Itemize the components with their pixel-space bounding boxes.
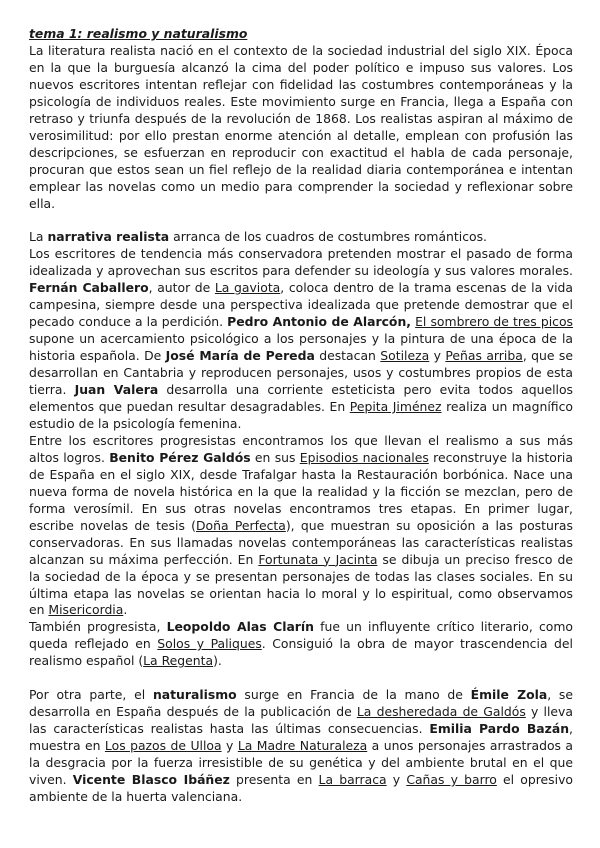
author-valera: Juan Valera [74, 382, 159, 398]
text-run: Entre los escritores progresistas encontramos los que llevan el realismo a sus más altos logros. [29, 432, 573, 465]
author-alarcon: Pedro Antonio de Alarcón, [227, 314, 411, 330]
work-penas-arriba: Peñas arriba [445, 348, 523, 364]
naturalismo-paragraph [29, 687, 573, 806]
text-run: , que se desarrollan en Cantabria y reproducen personajes, usos y costumbres propios de esta tierra. [29, 348, 573, 398]
text-run: presenta en [229, 772, 319, 788]
text-run: La [29, 229, 48, 245]
document-page [29, 26, 573, 806]
work-la-madre-naturaleza: La Madre Naturaleza [237, 738, 368, 754]
text-run: y [386, 772, 407, 788]
document-title: tema 1: realismo y naturalismo [29, 26, 248, 41]
text-run: , muestra en [29, 721, 573, 754]
work-solos-y-paliques: Solos y Paliques [157, 636, 262, 652]
work-la-barraca: La barraca [318, 772, 387, 788]
text-run: surge en Francia de la mano de [236, 687, 471, 703]
progressive-writers-paragraph [29, 433, 573, 619]
work-la-regenta: La Regenta [143, 653, 214, 669]
work-pepita-jimenez: Pepita Jiménez [349, 399, 442, 415]
text-run: , autor de [148, 280, 215, 296]
text-run: . [123, 602, 128, 618]
author-galdos: Benito Pérez Galdós [109, 449, 251, 465]
text-run: desarrolla una corriente esteticista pero evita todos aquellos elementos que puedan resultar desagradables. En [29, 382, 574, 415]
work-misericordia: Misericordia [48, 602, 124, 618]
clarin-paragraph [29, 619, 573, 670]
text-run: Los escritores de tendencia más conservadora pretenden mostrar el pasado de forma idealizada y aprovechan sus escritos para defender su ideología y sus valores morales. [29, 246, 573, 279]
author-pereda: José María de Pereda [165, 348, 315, 364]
author-clarin: Leopoldo Alas Clarín [166, 619, 314, 635]
work-sotileza: Sotileza [380, 348, 430, 364]
text-run: , se desarrolla en España después de la publicación de [29, 687, 573, 720]
text-run: reconstruye la historia de España en el siglo XIX, desde Trafalgar hasta la Restauración borbónica. Nace una nueva forma de novela histórica en la que la realidad y la ficción se mezclan, pero de forma verosímil. En sus otras novelas encontramos tres etapas. En primer lugar, escribe novelas de tesis ( [29, 449, 573, 533]
author-blasco-ibanez: Vicente Blasco Ibáñez [72, 772, 230, 788]
work-dona-perfecta: Doña Perfecta [196, 517, 286, 533]
text-run: a unos personajes arrastrados a la desgracia por la fuerza irresistible de su genética y del ambiente brutal en el que viven. [29, 738, 574, 788]
work-episodios-nacionales: Episodios nacionales [299, 449, 429, 465]
author-emile-zola: Émile Zola [470, 687, 548, 703]
work-canas-y-barro: Cañas y barro [406, 772, 497, 788]
text-run: ). [213, 653, 222, 669]
text-run: También progresista, [29, 619, 167, 635]
intro-paragraph: La literatura realista nació en el contexto de la sociedad industrial del siglo XIX. Época en la que la burguesía alcanzó la cima del poder político e impuso sus valores. Los nuevos escritores intentan reflejar con fidelidad las costumbres contemporáneas y la psicología de individuos reales. Este movimiento surge en Francia, llega a España con retraso y triunfa después de la revolución de 1868. Los realistas aspiran al máximo de verosimilitud: por ello prestan enorme atención al detalle, emplean con profusión las descripciones, se esfuerzan en reproducir con exactitud el habla de cada personaje, procuran que estos sean un fiel reflejo de la realidad diaria contemporánea e intentan emplear las novelas como un medio para comprender la sociedad y reflexionar sobre ella. [29, 42, 573, 211]
term-naturalismo: naturalismo [152, 687, 237, 703]
text-run: fue un influyente crítico literario, como queda reflejado en [29, 619, 573, 652]
text-run: supone un acercamiento psicológico a los personajes y la pintura de una época de la historia española. De [29, 331, 573, 364]
text-run: . Consiguió la obra de mayor trascendencia del realismo español ( [29, 636, 573, 669]
author-pardo-bazan: Emilia Pardo Bazán [429, 721, 570, 737]
text-run: en sus [250, 449, 300, 465]
work-la-desheredada: La desheredada de Galdós [356, 704, 526, 720]
text-run: realiza un magnífico estudio de la psicología femenina. [29, 399, 573, 431]
work-fortunata-y-jacinta: Fortunata y Jacinta [258, 551, 378, 567]
term-narrativa-realista: narrativa realista [47, 229, 170, 245]
work-la-gaviota: La gaviota [214, 280, 281, 296]
author-fernan-caballero: Fernán Caballero [29, 280, 149, 296]
narrativa-realista-paragraph [29, 229, 573, 246]
paragraph-spacer [29, 670, 573, 687]
text-run: destacan [314, 348, 381, 364]
work-los-pazos-de-ulloa: Los pazos de Ulloa [104, 738, 222, 754]
work-el-sombrero: El sombrero de tres picos [415, 314, 573, 330]
text-run: y [429, 348, 446, 364]
text-run: ), que muestran su oposición a las posturas conservadoras. En sus llamadas novelas contemporáneas las características realistas alcanzan su máxima perfección. En [29, 517, 573, 567]
text-run: Por otra parte, el [29, 687, 153, 703]
paragraph-spacer [29, 212, 573, 229]
text-run: el opresivo ambiente de la huerta valenciana. [29, 772, 573, 804]
text-run: arranca de los cuadros de costumbres románticos. [169, 229, 487, 245]
text-run: , coloca dentro de la trama escenas de la vida campesina, siempre desde una perspectiva idealizada que pretende demostrar que el pecado conduce a la perdición. [29, 280, 574, 330]
text-run: se dibuja un preciso fresco de la sociedad de la época y se presentan personajes de todas las clases sociales. En su última etapa las novelas se orientan hacia lo moral y lo espiritual, como observamos en [29, 551, 573, 618]
text-run: y [221, 738, 238, 754]
text-run: y lleva las características realistas hasta las últimas consecuencias. [29, 704, 573, 737]
conservative-writers-paragraph [29, 246, 573, 432]
